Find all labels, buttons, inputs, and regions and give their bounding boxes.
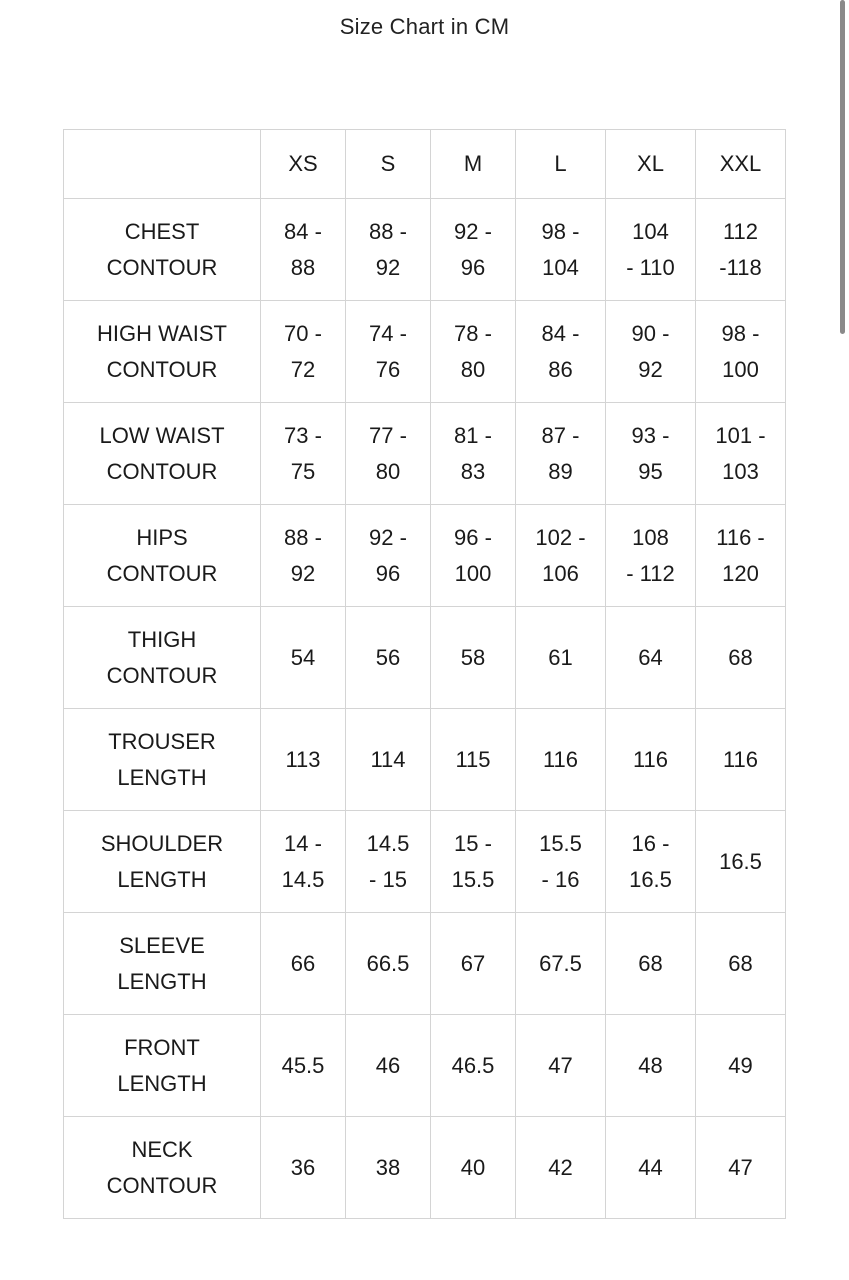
size-value-text: 45.5 xyxy=(281,1052,325,1078)
size-value-text: 115 xyxy=(455,746,491,772)
size-value-l xyxy=(516,913,606,1015)
size-value-xs xyxy=(261,607,346,709)
size-value-text: 84 - 86 xyxy=(541,320,580,382)
size-value-text: 116 - 120 xyxy=(716,524,765,586)
size-value-text: 67 xyxy=(460,950,486,976)
size-value-text: 68 xyxy=(638,950,663,976)
size-value-m xyxy=(431,199,516,301)
measurement-label-text: LOW WAIST CONTOUR xyxy=(99,422,225,484)
measurement-label-text: SLEEVE LENGTH xyxy=(117,932,207,994)
size-value-m xyxy=(431,1015,516,1117)
size-value-xl xyxy=(606,709,696,811)
size-value-xxl xyxy=(696,1015,786,1117)
size-header-xl: XL xyxy=(606,130,696,199)
size-value-text: 81 - 83 xyxy=(454,422,492,484)
size-value-text: 38 xyxy=(375,1154,401,1180)
size-value-m xyxy=(431,607,516,709)
size-value-text: 114 xyxy=(370,746,406,772)
size-value-text: 46 xyxy=(375,1052,401,1078)
size-value-l xyxy=(516,301,606,403)
size-value-text: 16.5 xyxy=(719,848,762,874)
size-value-text: 88 - 92 xyxy=(369,218,407,280)
size-value-text: 98 - 104 xyxy=(541,218,580,280)
size-value-xxl xyxy=(696,403,786,505)
size-header-xxl: XXL xyxy=(696,130,786,199)
size-value-xl xyxy=(606,913,696,1015)
size-value-xxl xyxy=(696,811,786,913)
measurement-label-text: TROUSER LENGTH xyxy=(108,728,216,790)
size-value-text: 14 - 14.5 xyxy=(281,830,325,892)
size-value-text: 101 - 103 xyxy=(715,422,766,484)
table-row xyxy=(64,505,786,607)
size-value-text: 102 - 106 xyxy=(535,524,586,586)
size-value-m xyxy=(431,709,516,811)
size-value-text: 88 - 92 xyxy=(284,524,322,586)
size-value-l xyxy=(516,505,606,607)
size-value-s xyxy=(346,505,431,607)
table-row xyxy=(64,607,786,709)
size-value-text: 40 xyxy=(460,1154,486,1180)
size-value-xs xyxy=(261,301,346,403)
size-value-s xyxy=(346,199,431,301)
table-row xyxy=(64,1117,786,1219)
size-value-text: 116 xyxy=(632,746,669,772)
size-value-m xyxy=(431,811,516,913)
size-value-m xyxy=(431,913,516,1015)
size-value-xs xyxy=(261,811,346,913)
measurement-label-text: SHOULDER LENGTH xyxy=(100,830,224,892)
size-value-text: 113 xyxy=(285,746,321,772)
size-header-s: S xyxy=(346,130,431,199)
size-value-xs xyxy=(261,199,346,301)
size-chart-table xyxy=(63,129,786,1219)
measurement-label xyxy=(64,505,261,607)
size-value-xs xyxy=(261,1117,346,1219)
page-title: Size Chart in CM xyxy=(339,14,510,39)
size-value-xxl xyxy=(696,913,786,1015)
size-value-text: 66.5 xyxy=(366,950,410,976)
size-value-l xyxy=(516,811,606,913)
size-value-text: 15.5 - 16 xyxy=(539,830,582,892)
size-value-text: 112 -118 xyxy=(719,218,762,280)
size-value-xxl xyxy=(696,505,786,607)
size-value-s xyxy=(346,301,431,403)
size-value-text: 96 - 100 xyxy=(454,524,492,586)
size-value-xxl xyxy=(696,607,786,709)
size-header-l: L xyxy=(516,130,606,199)
header-corner-cell xyxy=(64,130,261,199)
measurement-label xyxy=(64,913,261,1015)
size-value-text: 68 xyxy=(728,950,753,976)
size-value-text: 61 xyxy=(548,644,573,670)
size-value-xs xyxy=(261,1015,346,1117)
size-value-m xyxy=(431,301,516,403)
size-value-s xyxy=(346,403,431,505)
size-header-xs: XS xyxy=(261,130,346,199)
size-value-m xyxy=(431,505,516,607)
measurement-label xyxy=(64,1117,261,1219)
size-value-text: 77 - 80 xyxy=(369,422,407,484)
size-value-text: 84 - 88 xyxy=(284,218,322,280)
size-value-text: 56 xyxy=(375,644,401,670)
size-value-text: 36 xyxy=(290,1154,316,1180)
size-value-text: 47 xyxy=(728,1154,753,1180)
size-value-xxl xyxy=(696,199,786,301)
size-value-xl xyxy=(606,1015,696,1117)
size-value-text: 49 xyxy=(728,1052,753,1078)
table-row xyxy=(64,709,786,811)
measurement-label xyxy=(64,403,261,505)
size-value-xl xyxy=(606,403,696,505)
size-value-xxl xyxy=(696,709,786,811)
size-value-s xyxy=(346,607,431,709)
size-value-xl xyxy=(606,199,696,301)
size-value-m xyxy=(431,403,516,505)
size-value-xs xyxy=(261,709,346,811)
measurement-label xyxy=(64,1015,261,1117)
table-body xyxy=(64,199,786,1219)
size-value-text: 92 - 96 xyxy=(454,218,492,280)
size-value-text: 14.5 - 15 xyxy=(366,830,410,892)
size-value-text: 44 xyxy=(638,1154,663,1180)
size-value-text: 15 - 15.5 xyxy=(451,830,495,892)
size-value-m xyxy=(431,1117,516,1219)
size-value-text: 73 - 75 xyxy=(284,422,322,484)
table-row xyxy=(64,199,786,301)
header-row xyxy=(64,130,786,199)
measurement-label xyxy=(64,607,261,709)
size-value-xl xyxy=(606,505,696,607)
size-value-xxl xyxy=(696,301,786,403)
size-value-text: 48 xyxy=(638,1052,663,1078)
size-value-text: 116 xyxy=(722,746,759,772)
size-value-text: 87 - 89 xyxy=(541,422,580,484)
size-value-l xyxy=(516,199,606,301)
size-value-text: 16 - 16.5 xyxy=(629,830,672,892)
measurement-label xyxy=(64,709,261,811)
size-value-text: 46.5 xyxy=(451,1052,495,1078)
size-value-xs xyxy=(261,913,346,1015)
measurement-label-text: HIPS CONTOUR xyxy=(106,524,218,586)
size-value-text: 58 xyxy=(460,644,486,670)
size-value-text: 116 xyxy=(542,746,579,772)
size-value-l xyxy=(516,1117,606,1219)
size-value-text: 78 - 80 xyxy=(454,320,492,382)
measurement-label xyxy=(64,301,261,403)
size-value-xs xyxy=(261,505,346,607)
measurement-label-text: NECK CONTOUR xyxy=(106,1136,218,1198)
size-value-text: 93 - 95 xyxy=(631,422,670,484)
size-value-text: 98 - 100 xyxy=(721,320,760,382)
size-value-l xyxy=(516,403,606,505)
size-value-text: 47 xyxy=(548,1052,573,1078)
size-value-text: 74 - 76 xyxy=(369,320,407,382)
size-value-s xyxy=(346,1015,431,1117)
scrollbar[interactable] xyxy=(840,0,845,334)
size-header-m: M xyxy=(431,130,516,199)
size-value-xl xyxy=(606,811,696,913)
size-value-text: 70 - 72 xyxy=(284,320,322,382)
size-value-xl xyxy=(606,301,696,403)
size-value-l xyxy=(516,1015,606,1117)
size-value-text: 108 - 112 xyxy=(626,524,675,586)
size-value-s xyxy=(346,709,431,811)
size-value-xl xyxy=(606,607,696,709)
size-value-text: 54 xyxy=(290,644,316,670)
table-row xyxy=(64,1015,786,1117)
size-value-l xyxy=(516,607,606,709)
measurement-label-text: FRONT LENGTH xyxy=(117,1034,207,1096)
measurement-label-text: THIGH CONTOUR xyxy=(106,626,218,688)
size-value-text: 104 - 110 xyxy=(626,218,675,280)
size-value-s xyxy=(346,1117,431,1219)
size-value-text: 42 xyxy=(548,1154,573,1180)
table-row xyxy=(64,403,786,505)
size-value-s xyxy=(346,811,431,913)
size-value-text: 64 xyxy=(638,644,663,670)
size-value-s xyxy=(346,913,431,1015)
table-row xyxy=(64,301,786,403)
size-value-l xyxy=(516,709,606,811)
table-row xyxy=(64,913,786,1015)
size-value-text: 67.5 xyxy=(539,950,582,976)
size-value-text: 92 - 96 xyxy=(369,524,407,586)
measurement-label xyxy=(64,811,261,913)
measurement-label xyxy=(64,199,261,301)
size-value-xs xyxy=(261,403,346,505)
table-row xyxy=(64,811,786,913)
size-value-text: 68 xyxy=(728,644,753,670)
measurement-label-text: CHEST CONTOUR xyxy=(106,218,218,280)
size-value-text: 66 xyxy=(290,950,316,976)
measurement-label-text: HIGH WAIST CONTOUR xyxy=(97,320,227,382)
size-value-text: 90 - 92 xyxy=(631,320,670,382)
size-value-xl xyxy=(606,1117,696,1219)
size-value-xxl xyxy=(696,1117,786,1219)
